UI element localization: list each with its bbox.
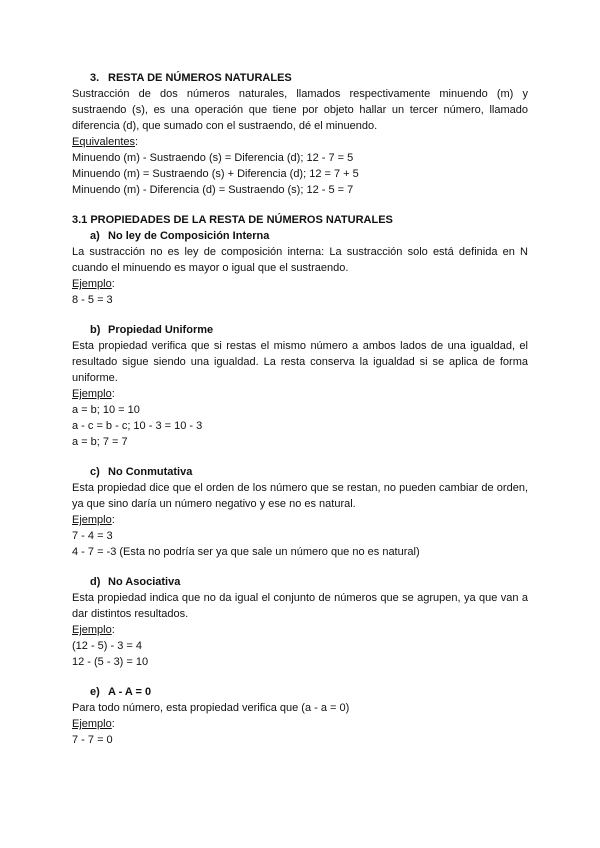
example-label: Ejemplo [72,624,112,636]
property-name: No Asociativa [108,576,181,588]
property-letter: d) [90,576,101,588]
example-d-2: 12 - (5 - 3) = 10 [72,656,149,668]
property-heading-e [90,684,528,700]
colon: : [111,514,115,526]
example-label-e [72,716,528,732]
property-text-a: La sustracción no es ley de composición interna: La sustracción solo está definida en N cuando el minuendo es mayor o igual que el sustraendo. [72,246,528,274]
colon: : [111,278,115,290]
property-text-b: Esta propiedad verifica que si restas el mismo número a ambos lados de una igualdad, el resultado sigue siendo una igualdad. La resta conserva la igualdad si se aplica de forma uniforme. [72,340,528,384]
example-d-1: (12 - 5) - 3 = 4 [72,640,143,652]
example-label-c [72,512,528,528]
property-text-c: Esta propiedad dice que el orden de los número que se restan, no pueden cambiar de orden, ya que sino daría un número negativo y ese no es natural. [72,482,528,510]
property-letter: a) [90,230,100,242]
section-heading [90,70,528,86]
colon: : [111,624,115,636]
property-name: No ley de Composición Interna [108,230,270,242]
example-label: Ejemplo [72,718,112,730]
section-title: RESTA DE NÚMEROS NATURALES [108,72,292,84]
property-name: No Conmutativa [108,466,193,478]
example-label: Ejemplo [72,514,112,526]
property-text-e: Para todo número, esta propiedad verifica que (a - a = 0) [72,702,350,714]
property-text-d: Esta propiedad indica que no da igual el conjunto de números que se agrupen, ya que van a dar distintos resultados. [72,592,528,620]
property-name: A - A = 0 [108,686,152,698]
document-page [72,70,528,748]
example-label: Ejemplo [72,278,112,290]
subsection-title: 3.1 PROPIEDADES DE LA RESTA DE NÚMEROS NATURALES [72,214,393,226]
example-label-b [72,386,528,402]
colon: : [111,388,115,400]
equivalent-line-3: Minuendo (m) - Diferencia (d) = Sustraendo (s); 12 - 5 = 7 [72,184,354,196]
property-name: Propiedad Uniforme [108,324,214,336]
colon: : [111,718,115,730]
property-letter: e) [90,686,100,698]
property-heading-d [90,574,528,590]
example-a-1: 8 - 5 = 3 [72,294,113,306]
example-label-a [72,276,528,292]
equivalent-line-2: Minuendo (m) = Sustraendo (s) + Diferencia (d); 12 = 7 + 5 [72,168,359,180]
property-letter: c) [90,466,100,478]
example-label: Ejemplo [72,388,112,400]
example-b-2: a - c = b - c; 10 - 3 = 10 - 3 [72,420,203,432]
equivalents-colon: : [135,136,139,148]
section-intro: Sustracción de dos números naturales, llamados respectivamente minuendo (m) y sustraendo (s), es una operación que tiene por objeto hallar un tercer número, llamado diferencia (d), que sumado con el sustraendo, dé el minuendo. [72,88,528,132]
property-letter: b) [90,324,101,336]
property-heading-c [90,464,528,480]
section-number: 3. [90,72,100,84]
equivalents-label: Equivalentes [72,136,135,148]
example-b-1: a = b; 10 = 10 [72,404,140,416]
equivalent-line-1: Minuendo (m) - Sustraendo (s) = Diferencia (d); 12 - 7 = 5 [72,152,354,164]
property-heading-b [90,322,528,338]
property-heading-a [90,228,528,244]
equivalents-heading [72,134,528,150]
example-b-3: a = b; 7 = 7 [72,436,128,448]
example-label-d [72,622,528,638]
example-c-1: 7 - 4 = 3 [72,530,113,542]
example-e-1: 7 - 7 = 0 [72,734,113,746]
example-c-2: 4 - 7 = -3 (Esta no podría ser ya que sale un número que no es natural) [72,546,420,558]
